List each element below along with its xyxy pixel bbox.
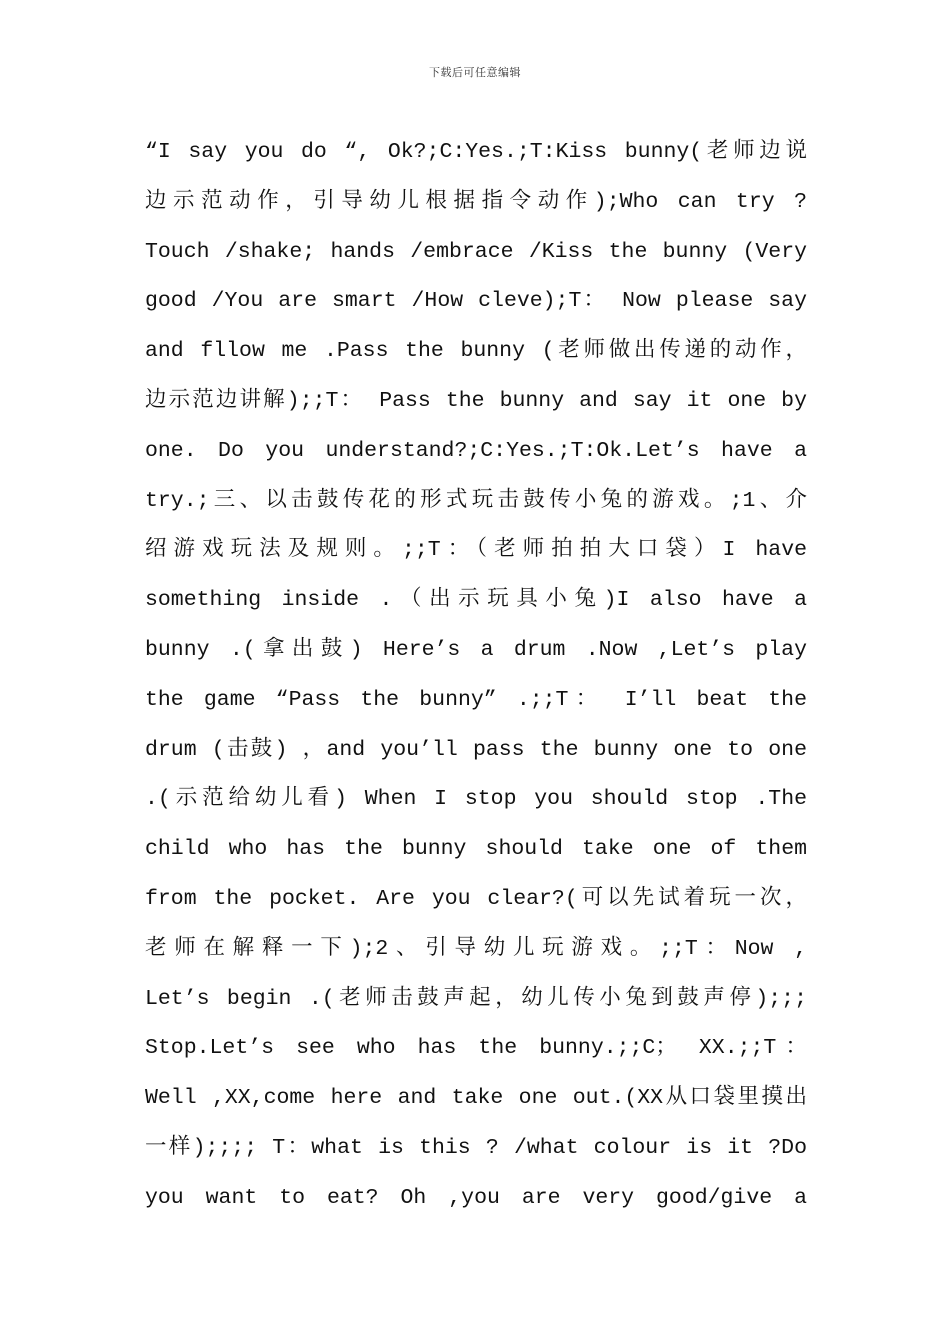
text-line: 边示范动作，引导幼儿根据指令动作);Who can try ? [145,189,807,214]
text-line: 一样);;;; T：what is this ? /what colour is it ?Do [145,1135,807,1160]
text-line: bunny .(拿出鼓) Here’s a drum .Now ,Let’s play [145,637,807,662]
text-line: 绍游戏玩法及规则。;;T：（老师拍拍大口袋）I have [145,538,807,563]
text-line: .(示范给幼儿看) When I stop you should stop .The [145,787,807,812]
text-line: one. Do you understand?;C:Yes.;T:Ok.Let’s have a [145,438,807,463]
text-line: from the pocket. Are you clear?(可以先试着玩一次， [145,886,807,911]
header-note: 下载后可任意编辑 [429,66,521,79]
text-line: drum (击鼓) ，and you’ll pass the bunny one to one [145,737,807,762]
body-text [145,128,807,1224]
text-line: 老师在解释一下);2、引导幼儿玩游戏。;;T：Now , [145,936,807,961]
text-line: the game “Pass the bunny” .;;T： I’ll beat the [145,687,807,712]
text-line: Touch /shake; hands /embrace /Kiss the bunny (Very [145,239,807,264]
text-line: child who has the bunny should take one of them [145,837,807,862]
text-line: good /You are smart /How cleve);T： Now please say [145,289,807,314]
text-line: 边示范边讲解);;T： Pass the bunny and say it one by [145,388,807,413]
text-line: try.;三、以击鼓传花的形式玩击鼓传小兔的游戏。;1、介 [145,488,807,513]
text-line: something inside .（出示玩具小兔)I also have a [145,588,807,613]
text-line: you want to eat? Oh ,you are very good/give a [145,1185,807,1210]
text-line: Well ,XX,come here and take one out.(XX从口袋里摸出 [145,1086,807,1111]
text-line: Stop.Let’s see who has the bunny.;;C； XX.;;T： [145,1036,807,1061]
text-line: “I say you do “, Ok?;C:Yes.;T:Kiss bunny(老师边说 [145,140,807,164]
text-line: and fllow me .Pass the bunny (老师做出传递的动作， [145,339,807,364]
text-line: Let’s begin .(老师击鼓声起，幼儿传小兔到鼓声停);;; [145,986,807,1011]
